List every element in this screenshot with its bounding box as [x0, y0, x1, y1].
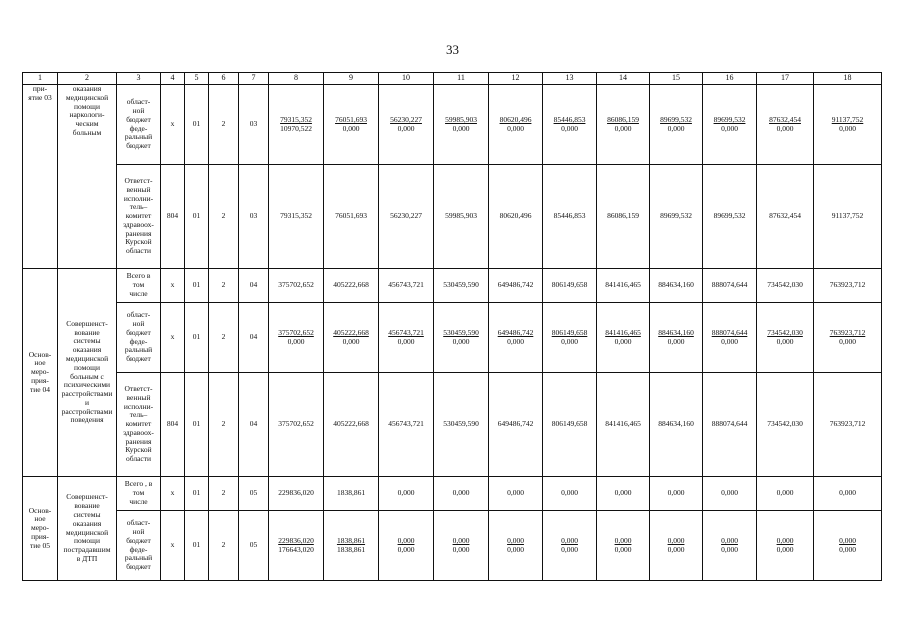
value-cell [757, 85, 814, 165]
value-cell [434, 85, 489, 165]
code-cell: 804 [161, 373, 185, 477]
value-cell [379, 269, 434, 303]
value-cell [543, 165, 597, 269]
measure-name-cell: Совершенст- вование системы оказания медицинской помощи больным с психическими расстройствами и расстройствами поведения [58, 269, 117, 477]
regional-budget-value: 0,000 [452, 535, 470, 545]
value-cell [324, 511, 379, 581]
value-cell [434, 477, 489, 511]
regional-budget-value: 91137,752 [831, 211, 864, 221]
regional-budget-value: 0,000 [667, 535, 685, 545]
value-cell [269, 165, 324, 269]
federal-budget-value: 0,000 [397, 123, 415, 133]
code-cell: 04 [239, 303, 269, 373]
code-cell: 01 [185, 303, 209, 373]
column-number-header: 4 [161, 73, 185, 85]
value-cell [434, 373, 489, 477]
code-cell: 01 [185, 269, 209, 303]
value-cell [324, 85, 379, 165]
regional-budget-value: 1838,861 [336, 535, 366, 545]
value-cell [814, 477, 882, 511]
value-cell [814, 165, 882, 269]
value-cell [703, 373, 757, 477]
column-number-header: 16 [703, 73, 757, 85]
value-cell [379, 477, 434, 511]
column-number-header: 18 [814, 73, 882, 85]
value-cell [597, 303, 650, 373]
value-cell [269, 269, 324, 303]
column-number-header: 3 [117, 73, 161, 85]
federal-budget-value: 0,000 [397, 336, 415, 346]
value-cell [489, 477, 543, 511]
code-cell: 01 [185, 477, 209, 511]
federal-budget-value: 0,000 [507, 544, 524, 554]
value-cell [379, 85, 434, 165]
regional-budget-value: 229836,020 [278, 488, 314, 498]
regional-budget-value: 0,000 [721, 488, 738, 498]
value-cell [379, 303, 434, 373]
column-number-header: 17 [757, 73, 814, 85]
code-cell: 2 [209, 303, 239, 373]
federal-budget-value: 176643,020 [278, 544, 314, 554]
regional-budget-value: 530459,590 [443, 419, 479, 429]
regional-budget-value: 841416,465 [605, 327, 641, 337]
value-cell [324, 303, 379, 373]
regional-budget-value: 80620,496 [499, 211, 532, 221]
regional-budget-value: 0,000 [452, 488, 470, 498]
measure-cell: при- ятие 03 [23, 85, 58, 269]
regional-budget-value: 86086,159 [607, 211, 639, 221]
code-cell: 05 [239, 511, 269, 581]
value-cell [650, 85, 703, 165]
value-cell [434, 303, 489, 373]
regional-budget-value: 806149,658 [551, 280, 588, 290]
regional-budget-value: 89699,532 [660, 211, 692, 221]
regional-budget-value: 375702,652 [278, 419, 314, 429]
column-number-header: 12 [489, 73, 543, 85]
measure-cell: Основ- ное меро- прия- тие 04 [23, 269, 58, 477]
value-cell [703, 511, 757, 581]
code-cell: х [161, 85, 185, 165]
regional-budget-value: 888074,644 [711, 280, 748, 290]
regional-budget-value: 806149,658 [551, 327, 588, 337]
value-cell [269, 85, 324, 165]
value-cell [434, 165, 489, 269]
federal-budget-value: 0,000 [839, 336, 856, 346]
value-cell [703, 269, 757, 303]
code-cell: 2 [209, 373, 239, 477]
federal-budget-value: 0,000 [721, 544, 738, 554]
column-number-header: 7 [239, 73, 269, 85]
value-cell [543, 85, 597, 165]
regional-budget-value: 86086,159 [607, 114, 639, 124]
code-cell: 04 [239, 373, 269, 477]
value-cell [379, 373, 434, 477]
regional-budget-value: 0,000 [397, 535, 415, 545]
value-cell [543, 269, 597, 303]
code-cell: 01 [185, 511, 209, 581]
regional-budget-value: 76051,693 [335, 114, 367, 124]
value-cell [597, 477, 650, 511]
funding-source-cell: Ответст- венный исполни- тель– комитет здравоох- ранения Курской области [117, 165, 161, 269]
value-cell [757, 477, 814, 511]
code-cell: 03 [239, 165, 269, 269]
regional-budget-value: 56230,227 [390, 211, 422, 221]
funding-source-cell: Всего , в том числе [117, 477, 161, 511]
regional-budget-value: 375702,652 [278, 327, 314, 337]
value-cell [597, 165, 650, 269]
regional-budget-value: 0,000 [721, 535, 738, 545]
federal-budget-value: 0,000 [342, 123, 360, 133]
regional-budget-value: 456743,721 [388, 280, 424, 290]
value-cell [703, 85, 757, 165]
value-cell [650, 511, 703, 581]
regional-budget-value: 888074,644 [711, 327, 748, 337]
federal-budget-value: 0,000 [342, 336, 360, 346]
regional-budget-value: 89699,532 [713, 211, 746, 221]
value-cell [324, 477, 379, 511]
regional-budget-value: 841416,465 [605, 280, 641, 290]
value-cell [814, 511, 882, 581]
table-row [23, 165, 882, 269]
table-row [23, 303, 882, 373]
code-cell: 804 [161, 165, 185, 269]
regional-budget-value: 0,000 [839, 488, 856, 498]
value-cell [379, 511, 434, 581]
page-number: 33 [446, 42, 459, 57]
value-cell [650, 303, 703, 373]
value-cell [597, 511, 650, 581]
regional-budget-value: 0,000 [397, 488, 415, 498]
regional-budget-value: 0,000 [561, 535, 578, 545]
value-cell [489, 269, 543, 303]
code-cell: 01 [185, 373, 209, 477]
regional-budget-value: 456743,721 [388, 419, 424, 429]
regional-budget-value: 0,000 [839, 535, 856, 545]
federal-budget-value: 0,000 [721, 336, 738, 346]
column-number-header: 2 [58, 73, 117, 85]
regional-budget-value: 734542,030 [767, 280, 803, 290]
regional-budget-value: 56230,227 [390, 114, 422, 124]
column-number-header: 13 [543, 73, 597, 85]
funding-source-cell: област- ной бюджет феде- ральный бюджет [117, 303, 161, 373]
value-cell [650, 373, 703, 477]
funding-source-cell: област- ной бюджет феде- ральный бюджет [117, 511, 161, 581]
regional-budget-value: 405222,668 [333, 327, 369, 337]
value-cell [543, 373, 597, 477]
regional-budget-value: 0,000 [507, 488, 524, 498]
federal-budget-value: 0,000 [507, 336, 524, 346]
value-cell [269, 303, 324, 373]
regional-budget-value: 89699,532 [713, 114, 746, 124]
value-cell [489, 85, 543, 165]
regional-budget-value: 85446,853 [553, 211, 586, 221]
regional-budget-value: 734542,030 [767, 327, 803, 337]
federal-budget-value: 0,000 [776, 123, 794, 133]
federal-budget-value: 0,000 [561, 544, 578, 554]
federal-budget-value: 0,000 [287, 336, 305, 346]
value-cell [489, 373, 543, 477]
value-cell [597, 85, 650, 165]
regional-budget-value: 884634,160 [658, 419, 694, 429]
funding-source-cell: Всего в том числе [117, 269, 161, 303]
regional-budget-value: 763923,712 [829, 419, 866, 429]
regional-budget-value: 85446,853 [553, 114, 586, 124]
value-cell [324, 373, 379, 477]
regional-budget-value: 0,000 [667, 488, 685, 498]
federal-budget-value: 0,000 [667, 544, 685, 554]
regional-budget-value: 884634,160 [658, 327, 694, 337]
value-cell [703, 477, 757, 511]
federal-budget-value: 0,000 [776, 336, 794, 346]
code-cell: х [161, 477, 185, 511]
regional-budget-value: 734542,030 [767, 419, 803, 429]
table-row [23, 269, 882, 303]
value-cell [269, 477, 324, 511]
federal-budget-value: 0,000 [667, 123, 685, 133]
value-cell [814, 303, 882, 373]
column-number-header: 14 [597, 73, 650, 85]
federal-budget-value: 0,000 [721, 123, 738, 133]
budget-table [22, 72, 882, 581]
table-row [23, 477, 882, 511]
regional-budget-value: 456743,721 [388, 327, 424, 337]
code-cell: х [161, 303, 185, 373]
code-cell: 2 [209, 85, 239, 165]
federal-budget-value: 0,000 [839, 123, 856, 133]
value-cell [269, 373, 324, 477]
federal-budget-value: 0,000 [614, 336, 632, 346]
funding-source-cell: област- ной бюджет феде- ральный бюджет [117, 85, 161, 165]
value-cell [757, 303, 814, 373]
regional-budget-value: 229836,020 [278, 535, 314, 545]
code-cell: х [161, 269, 185, 303]
regional-budget-value: 76051,693 [335, 211, 367, 221]
federal-budget-value: 0,000 [452, 544, 470, 554]
column-number-header: 1 [23, 73, 58, 85]
regional-budget-value: 89699,532 [660, 114, 692, 124]
value-cell [650, 165, 703, 269]
regional-budget-value: 0,000 [776, 535, 794, 545]
regional-budget-value: 763923,712 [829, 327, 866, 337]
value-cell [269, 511, 324, 581]
value-cell [597, 373, 650, 477]
value-cell [650, 477, 703, 511]
column-number-header: 10 [379, 73, 434, 85]
code-cell: 01 [185, 85, 209, 165]
measure-name-cell: Совершенст- вование системы оказания медицинской помощи пострадавшим в ДТП [58, 477, 117, 581]
federal-budget-value: 1838,861 [336, 544, 366, 554]
column-number-header: 9 [324, 73, 379, 85]
code-cell: 03 [239, 85, 269, 165]
value-cell [597, 269, 650, 303]
regional-budget-value: 0,000 [776, 488, 794, 498]
value-cell [434, 269, 489, 303]
value-cell [434, 511, 489, 581]
regional-budget-value: 79315,352 [280, 211, 312, 221]
value-cell [543, 477, 597, 511]
regional-budget-value: 79315,352 [280, 114, 312, 124]
code-cell: 05 [239, 477, 269, 511]
regional-budget-value: 649486,742 [497, 280, 534, 290]
measure-name-cell: оказания медицинской помощи наркологи- ческим больным [58, 85, 117, 269]
value-cell [489, 303, 543, 373]
regional-budget-value: 80620,496 [499, 114, 532, 124]
regional-budget-value: 405222,668 [333, 280, 369, 290]
code-cell: 2 [209, 165, 239, 269]
regional-budget-value: 806149,658 [551, 419, 588, 429]
regional-budget-value: 87632,454 [769, 114, 801, 124]
federal-budget-value: 10970,522 [280, 123, 312, 133]
federal-budget-value: 0,000 [614, 123, 632, 133]
value-cell [324, 269, 379, 303]
regional-budget-value: 375702,652 [278, 280, 314, 290]
value-cell [703, 165, 757, 269]
value-cell [543, 303, 597, 373]
regional-budget-value: 0,000 [614, 535, 632, 545]
value-cell [650, 269, 703, 303]
column-number-header: 8 [269, 73, 324, 85]
funding-source-cell: Ответст- венный исполни- тель– комитет здравоох- ранения Курской области [117, 373, 161, 477]
value-cell [814, 85, 882, 165]
federal-budget-value: 0,000 [776, 544, 794, 554]
code-cell: х [161, 511, 185, 581]
value-cell [324, 165, 379, 269]
regional-budget-value: 841416,465 [605, 419, 641, 429]
regional-budget-value: 87632,454 [769, 211, 801, 221]
regional-budget-value: 763923,712 [829, 280, 866, 290]
federal-budget-value: 0,000 [561, 123, 578, 133]
table-row [23, 85, 882, 165]
measure-cell: Основ- ное меро- прия- тие 05 [23, 477, 58, 581]
federal-budget-value: 0,000 [397, 544, 415, 554]
federal-budget-value: 0,000 [452, 336, 470, 346]
regional-budget-value: 0,000 [614, 488, 632, 498]
federal-budget-value: 0,000 [452, 123, 470, 133]
federal-budget-value: 0,000 [839, 544, 856, 554]
regional-budget-value: 0,000 [561, 488, 578, 498]
regional-budget-value: 530459,590 [443, 327, 479, 337]
regional-budget-value: 1838,861 [336, 488, 366, 498]
regional-budget-value: 59985,903 [445, 211, 477, 221]
code-cell: 2 [209, 511, 239, 581]
table-row [23, 373, 882, 477]
regional-budget-value: 649486,742 [497, 327, 534, 337]
code-cell: 2 [209, 477, 239, 511]
code-cell: 2 [209, 269, 239, 303]
value-cell [757, 269, 814, 303]
table-row [23, 511, 882, 581]
code-cell: 04 [239, 269, 269, 303]
value-cell [814, 269, 882, 303]
value-cell [757, 165, 814, 269]
value-cell [543, 511, 597, 581]
regional-budget-value: 888074,644 [711, 419, 748, 429]
value-cell [489, 165, 543, 269]
value-cell [379, 165, 434, 269]
federal-budget-value: 0,000 [614, 544, 632, 554]
value-cell [757, 373, 814, 477]
value-cell [703, 303, 757, 373]
header-row [23, 73, 882, 85]
column-number-header: 5 [185, 73, 209, 85]
regional-budget-value: 530459,590 [443, 280, 479, 290]
regional-budget-value: 884634,160 [658, 280, 694, 290]
column-number-header: 11 [434, 73, 489, 85]
regional-budget-value: 649486,742 [497, 419, 534, 429]
federal-budget-value: 0,000 [561, 336, 578, 346]
column-number-header: 15 [650, 73, 703, 85]
code-cell: 01 [185, 165, 209, 269]
regional-budget-value: 59985,903 [445, 114, 477, 124]
value-cell [814, 373, 882, 477]
regional-budget-value: 0,000 [507, 535, 524, 545]
value-cell [489, 511, 543, 581]
federal-budget-value: 0,000 [507, 123, 524, 133]
regional-budget-value: 405222,668 [333, 419, 369, 429]
federal-budget-value: 0,000 [667, 336, 685, 346]
value-cell [757, 511, 814, 581]
column-number-header: 6 [209, 73, 239, 85]
regional-budget-value: 91137,752 [831, 114, 864, 124]
